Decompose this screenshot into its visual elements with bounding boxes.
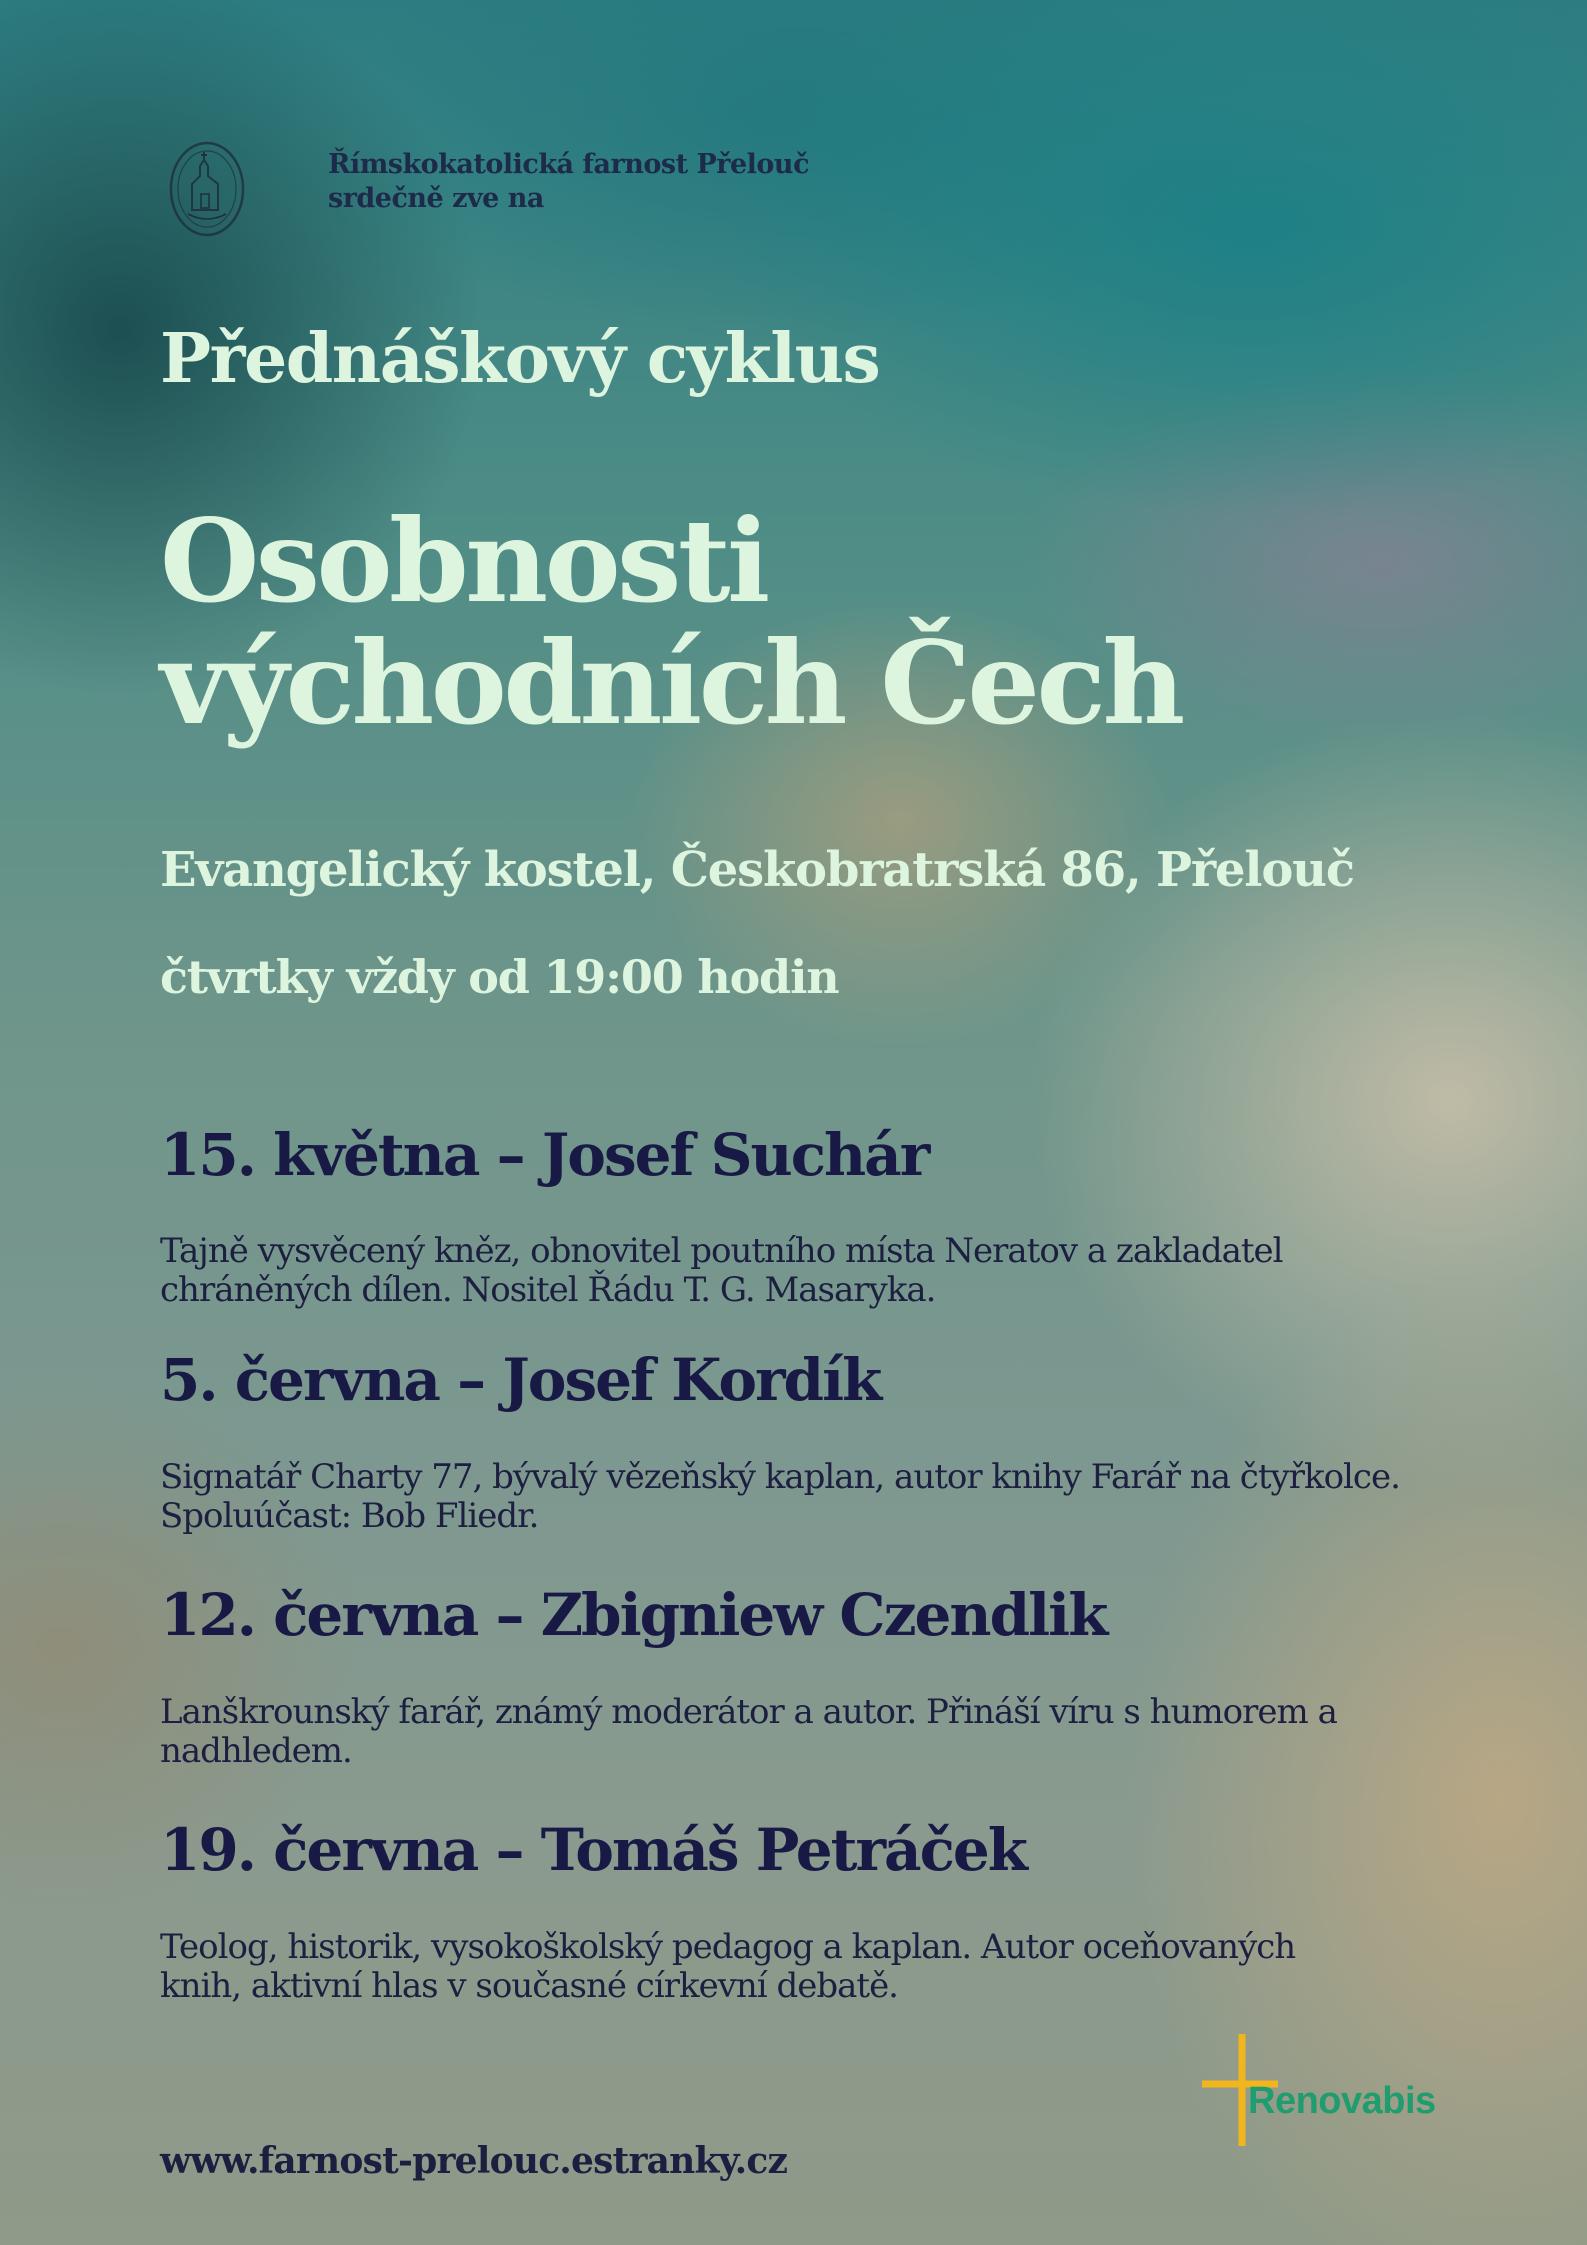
talk-item <box>160 1581 1420 1771</box>
main-title-line-1: Osobnosti <box>160 494 767 628</box>
parish-seal-icon <box>168 140 246 238</box>
renovabis-logo <box>1198 2030 1458 2150</box>
talk-heading: 12. června – Zbigniew Czendlik <box>160 1581 1107 1649</box>
talk-item <box>160 1346 1420 1536</box>
series-title: Přednáškový cyklus <box>160 319 880 399</box>
talk-description-line: Lanškrounský farář, známý moderátor a autor. Přináší víru s humorem a <box>160 1692 1337 1732</box>
talk-description <box>160 1232 1430 1310</box>
renovabis-name: Renovabis <box>1248 2080 1436 2122</box>
inviter-parish: Římskokatolická farnost Přelouč <box>328 149 810 180</box>
main-title-line-2: východních Čech <box>160 616 1182 750</box>
talk-description-line: knih, aktivní hlas v současné církevní debatě. <box>160 1966 898 2006</box>
main-title <box>160 494 1182 750</box>
talk-description <box>160 1928 1430 2006</box>
talk-description-line: Spoluúčast: Bob Fliedr. <box>160 1496 539 1536</box>
talk-item <box>160 1816 1420 2006</box>
event-time: čtvrtky vždy od 19:00 hodin <box>160 950 839 1004</box>
talk-description-line: Signatář Charty 77, bývalý vězeňský kaplan, autor knihy Farář na čtyřkolce. <box>160 1457 1400 1497</box>
talk-description-line: nadhledem. <box>160 1731 352 1771</box>
inviter-text <box>328 148 809 216</box>
website-link[interactable]: www.farnost-prelouc.estranky.cz <box>160 2140 788 2182</box>
talk-description <box>160 1458 1430 1536</box>
inviter-invitation: srdečně zve na <box>328 183 544 214</box>
talk-description-line: Tajně vysvěcený kněz, obnovitel poutního místa Neratov a zakladatel <box>160 1231 1283 1271</box>
venue: Evangelický kostel, Českobratrská 86, Přelouč <box>160 842 1354 898</box>
talk-description <box>160 1693 1430 1771</box>
talk-heading: 5. června – Josef Kordík <box>160 1346 881 1414</box>
talk-description-line: chráněných dílen. Nositel Řádu T. G. Masaryka. <box>160 1270 936 1310</box>
talk-heading: 15. května – Josef Suchár <box>160 1121 929 1189</box>
talk-item <box>160 1121 1420 1310</box>
talk-description-line: Teolog, historik, vysokoškolský pedagog a kaplan. Autor oceňovaných <box>160 1927 1296 1967</box>
talk-heading: 19. června – Tomáš Petráček <box>160 1816 1026 1884</box>
